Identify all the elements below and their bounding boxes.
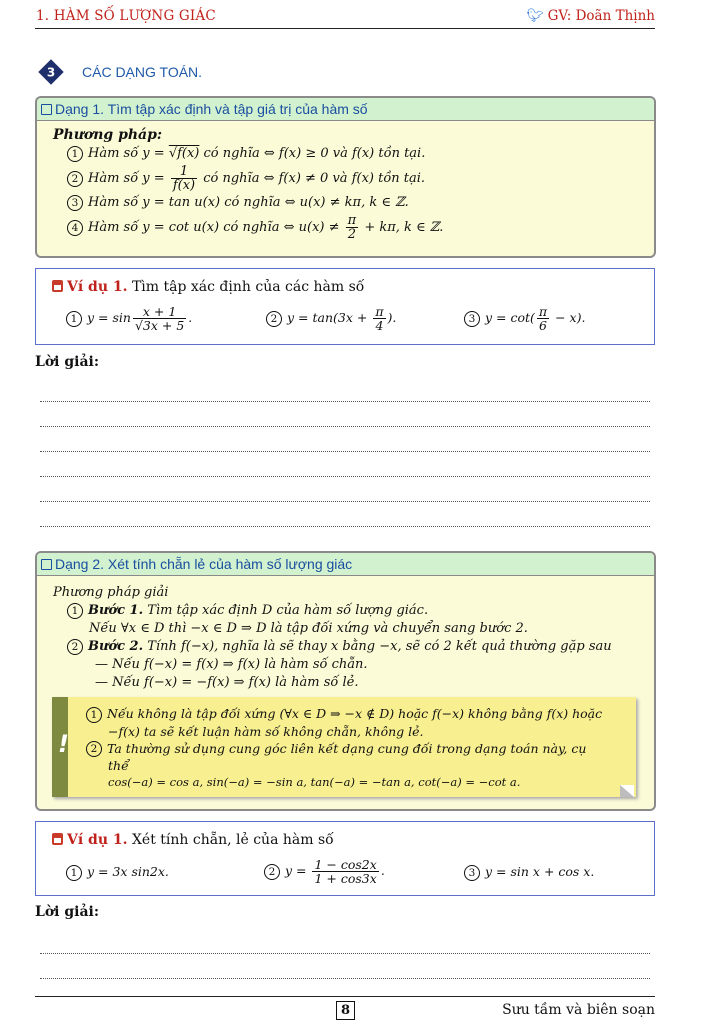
- step1-line2: Nếu ∀x ∈ D thì −x ∈ D ⇒ D là tập đối xứng và chuyển sang bước 2.: [89, 621, 528, 636]
- footer-rule: [35, 996, 655, 997]
- dang1-title: Dạng 1. Tìm tập xác định và tập giá trị của hàm số: [55, 101, 368, 117]
- square-icon: [41, 104, 52, 115]
- exclamation-icon: !: [58, 730, 69, 758]
- header-rule: [35, 28, 655, 29]
- note-2: 2 Ta thường sử dụng cung góc liên kết dạng cung đối trong dạng toán này, cụ: [86, 740, 634, 758]
- answer-line[interactable]: [40, 401, 650, 402]
- example2-label: Ví dụ 1.: [67, 832, 128, 848]
- example1-prompt: Tìm tập xác định của các hàm số: [131, 279, 365, 295]
- section-number-badge-icon: [38, 59, 64, 85]
- example2-box: [35, 821, 655, 896]
- dang2-title: Dạng 2. Xét tính chẵn lẻ của hàm số lượng giác: [55, 556, 353, 572]
- page-number: 8: [336, 1001, 355, 1020]
- step2: 2 Bước 2. Tính f(−x), nghĩa là sẽ thay x bằng −x, sẽ có 2 kết quả thường gặp sau: [67, 638, 654, 656]
- header-chapter-title: 1. HÀM SỐ LƯỢNG GIÁC: [36, 8, 216, 24]
- example1-item-3: 3 y = cot( $\frac{\pi}{6}$ − x).: [464, 305, 585, 332]
- solution-label-1: Lời giải:: [35, 354, 100, 370]
- example2-prompt: Xét tính chẵn, lẻ của hàm số: [131, 832, 334, 848]
- answer-line[interactable]: [40, 953, 650, 954]
- answer-line[interactable]: [40, 426, 650, 427]
- dang1-item-3: 3 Hàm số y = tan u(x) có nghĩa ⇔ u(x) ≠ kπ, k ∈ ℤ.: [67, 192, 654, 214]
- answer-line[interactable]: [40, 501, 650, 502]
- answer-line[interactable]: [40, 526, 650, 527]
- svg-text:3: 3: [46, 65, 56, 80]
- dang2-header: [37, 553, 654, 576]
- section-title: CÁC DẠNG TOÁN.: [82, 64, 203, 80]
- note-2-formula: cos(−a) = cos a, sin(−a) = −sin a, tan(−a) = −tan a, cot(−a) = −cot a.: [108, 775, 521, 789]
- note-box: [52, 697, 636, 797]
- dang2-method-label: Phương pháp giải: [53, 585, 169, 600]
- author-name: GV: Doãn Thịnh: [547, 8, 655, 24]
- example2-item-2: 2 y = $\frac{1 - \cos 2x}{1 + \cos 3x}$ .: [264, 858, 385, 885]
- example1-label: Ví dụ 1.: [67, 279, 128, 295]
- twitter-icon: 🐦︎: [526, 8, 544, 24]
- case-even: — Nếu f(−x) = f(x) ⇒ f(x) là hàm số chẵn.: [95, 657, 368, 672]
- step1: 1 Bước 1. Tìm tập xác định D của hàm số lượng giác.: [67, 602, 654, 620]
- header-author: [526, 8, 655, 24]
- youtube-icon: [52, 280, 63, 292]
- youtube-icon: [52, 833, 63, 845]
- note-1: 1 Nếu không là tập đối xứng (∀x ∈ D ⇒ −x ∉ D) hoặc f(−x) không bằng f(x) hoặc: [86, 705, 634, 723]
- example1-item-2: 2 y = tan(3x + $\frac{\pi}{4}$ ).: [266, 305, 396, 332]
- example1-item-1: 1 y = sin $\frac{x + 1}{√3x + 5}$ .: [66, 305, 192, 332]
- example2-item-1: 1 y = 3x sin2x.: [66, 864, 169, 881]
- solution-label-2: Lời giải:: [35, 904, 100, 920]
- answer-line[interactable]: [40, 476, 650, 477]
- method-label: Phương pháp:: [53, 127, 163, 143]
- dang1-header: [37, 98, 654, 121]
- dang1-item-1: 1 Hàm số y = √f(x) có nghĩa ⇔ f(x) ≥ 0 và f(x) tồn tại.: [67, 143, 654, 165]
- example1-box: [35, 268, 655, 345]
- note-2-line2: thể: [108, 758, 129, 773]
- dang1-box: [35, 96, 656, 258]
- footer-credit: Sưu tầm và biên soạn: [502, 1002, 655, 1018]
- example2-item-3: 3 y = sin x + cos x.: [464, 864, 594, 881]
- square-icon: [41, 559, 52, 570]
- answer-line[interactable]: [40, 978, 650, 979]
- note-1-line2: −f(x) ta sẽ kết luận hàm số không chẵn, không lẻ.: [108, 723, 424, 739]
- dang1-item-4: 4 Hàm số y = cot u(x) có nghĩa ⇔ u(x) ≠ $\frac{\pi}{2}$ + kπ, k ∈ ℤ.: [67, 214, 654, 241]
- case-odd: — Nếu f(−x) = −f(x) ⇒ f(x) là hàm số lẻ.: [95, 675, 359, 690]
- answer-line[interactable]: [40, 451, 650, 452]
- dang1-item-2: 2 Hàm số y = $\frac{1}{f(x)}$ có nghĩa ⇔ f(x) ≠ 0 và f(x) tồn tại.: [67, 165, 654, 192]
- page-fold-icon: [620, 785, 634, 797]
